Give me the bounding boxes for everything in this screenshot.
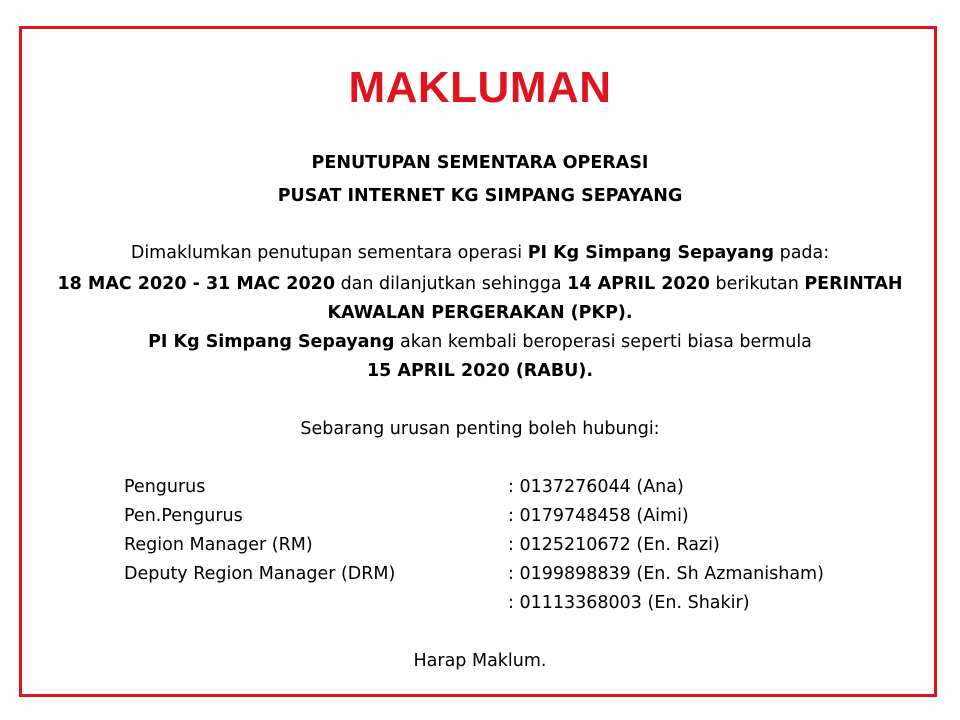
para2-text-2: berikutan bbox=[709, 274, 805, 294]
contact-intro: Sebarang urusan penting boleh hubungi: bbox=[300, 419, 660, 439]
contact-role: Deputy Region Manager (DRM) bbox=[124, 564, 396, 584]
para4-bold: PI Kg Simpang Sepayang bbox=[148, 332, 395, 352]
paragraph-line-3: KAWALAN PERGERAKAN (PKP). bbox=[327, 303, 633, 323]
para2-text-1: dan dilanjutkan sehingga bbox=[335, 274, 568, 294]
contact-phone: : 01113368003 (En. Shakir) bbox=[508, 593, 750, 613]
contact-role: Region Manager (RM) bbox=[124, 535, 313, 555]
paragraph-line-5: 15 APRIL 2020 (RABU). bbox=[366, 361, 594, 381]
contact-phone: : 0179748458 (Aimi) bbox=[508, 506, 689, 526]
contact-phone: : 0137276044 (Ana) bbox=[508, 477, 684, 497]
para1-text-2: pada: bbox=[774, 243, 830, 263]
para4-text: akan kembali beroperasi seperti biasa bermula bbox=[394, 332, 812, 352]
contact-phone: : 0125210672 (En. Razi) bbox=[508, 535, 720, 555]
para1-text-1: Dimaklumkan penutupan sementara operasi bbox=[130, 243, 528, 263]
para2-bold-3: PERINTAH bbox=[804, 274, 903, 294]
notice-title: MAKLUMAN bbox=[348, 63, 612, 112]
subtitle-line-2: PUSAT INTERNET KG SIMPANG SEPAYANG bbox=[277, 186, 683, 206]
paragraph-line-1 bbox=[0, 240, 960, 266]
contact-role: Pengurus bbox=[124, 477, 206, 497]
contact-role: Pen.Pengurus bbox=[124, 506, 243, 526]
paragraph-line-4 bbox=[0, 329, 960, 355]
para1-bold-1: PI Kg Simpang Sepayang bbox=[527, 243, 775, 263]
subtitle-line-1: PENUTUPAN SEMENTARA OPERASI bbox=[311, 153, 649, 173]
contact-phone: : 0199898839 (En. Sh Azmanisham) bbox=[508, 564, 824, 584]
para2-bold-1: 18 MAC 2020 - 31 MAC 2020 bbox=[57, 274, 335, 294]
paragraph-line-2 bbox=[0, 271, 960, 297]
para2-bold-2: 14 APRIL 2020 bbox=[567, 274, 710, 294]
closing-text: Harap Maklum. bbox=[413, 651, 547, 671]
